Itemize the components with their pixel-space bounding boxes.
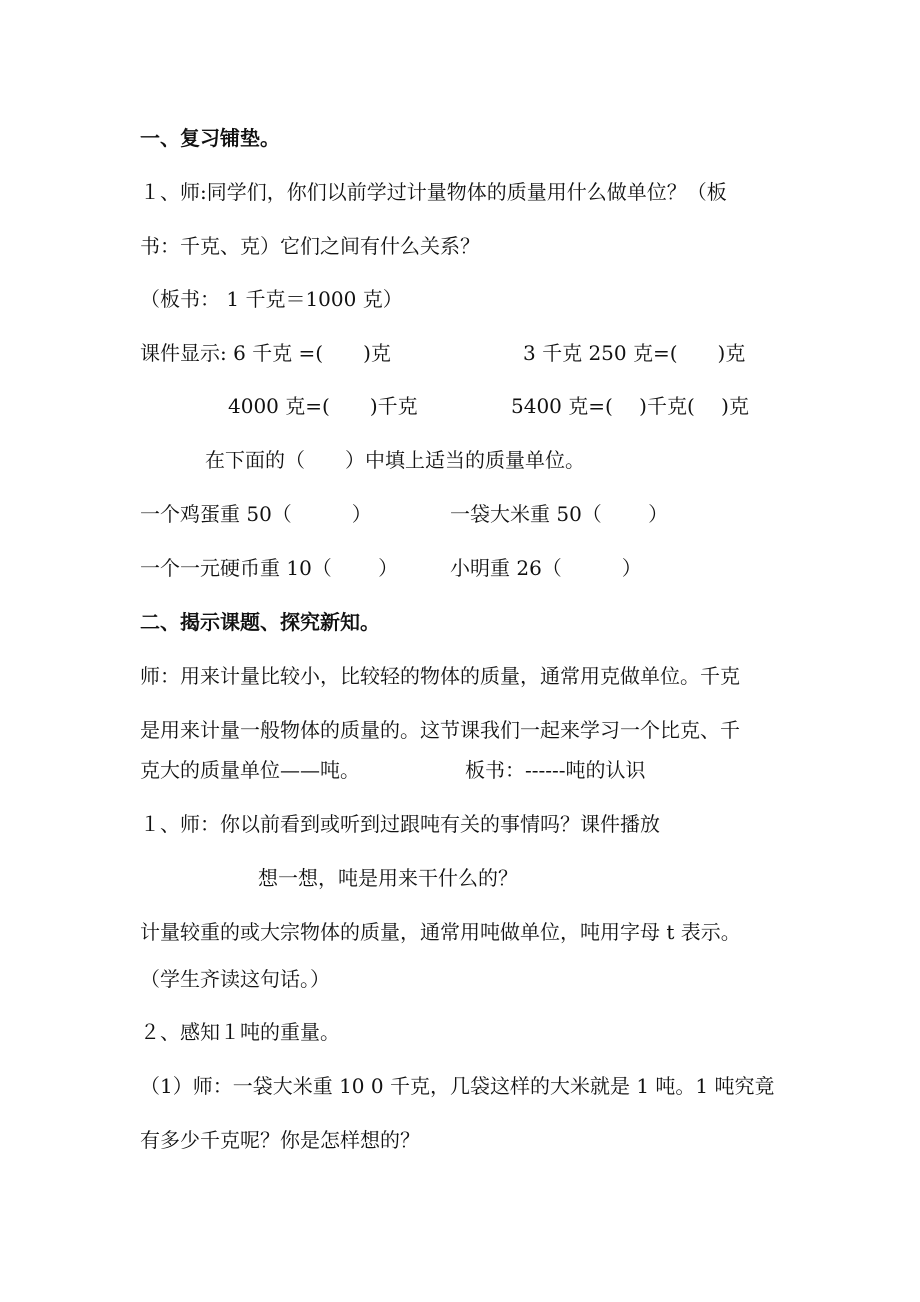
definition-line2: （学生齐读这句话。） xyxy=(140,967,330,991)
q1-line2: 书：千克、克）它们之间有什么关系？ xyxy=(140,234,480,258)
section1-heading: 一、复习铺垫。 xyxy=(140,126,280,150)
xiaoming-item: 小明重 26（ ） xyxy=(450,556,642,580)
think-prompt: 想一想，吨是用来干什么的？ xyxy=(258,866,518,890)
p1-line3: 克大的质量单位——吨。 xyxy=(140,758,360,782)
q2-heading: ２、感知１吨的重量。 xyxy=(140,1020,340,1044)
exercise-a: 课件显示: 6 千克 =( )克 xyxy=(140,341,391,365)
egg-item: 一个鸡蛋重 50（ ） xyxy=(140,502,372,526)
p1-line2: 是用来计量一般物体的质量的。这节课我们一起来学习一个比克、千 xyxy=(140,718,740,742)
p2-line1: （1）师：一袋大米重 10 0 千克，几袋这样的大米就是 1 吨。1 吨究竟 xyxy=(140,1074,775,1098)
coin-item: 一个一元硬币重 10（ ） xyxy=(140,556,399,580)
q1-teacher: １、师：你以前看到或听到过跟吨有关的事情吗？课件播放 xyxy=(140,812,660,836)
p2-line2: 有多少千克呢？你是怎样想的？ xyxy=(140,1128,420,1152)
definition-line1: 计量较重的或大宗物体的质量，通常用吨做单位，吨用字母 t 表示。 xyxy=(140,920,741,944)
board-title: 板书：------吨的认识 xyxy=(465,758,646,782)
exercise-b: 3 千克 250 克=( )克 xyxy=(523,341,746,365)
board-note: （板书： 1 千克＝1000 克） xyxy=(140,287,403,311)
exercise-c: 4000 克=( )千克 xyxy=(228,394,418,418)
q1-line1: １、师:同学们，你们以前学过计量物体的质量用什么做单位？（板 xyxy=(140,180,727,204)
fill-instruction: 在下面的（ ）中填上适当的质量单位。 xyxy=(205,448,585,472)
exercise-d: 5400 克=( )千克( )克 xyxy=(511,394,749,418)
section2-heading: 二、揭示课题、探究新知。 xyxy=(140,610,380,634)
p1-line1: 师：用来计量比较小，比较轻的物体的质量，通常用克做单位。千克 xyxy=(140,664,740,688)
rice-item: 一袋大米重 50（ ） xyxy=(450,502,669,526)
